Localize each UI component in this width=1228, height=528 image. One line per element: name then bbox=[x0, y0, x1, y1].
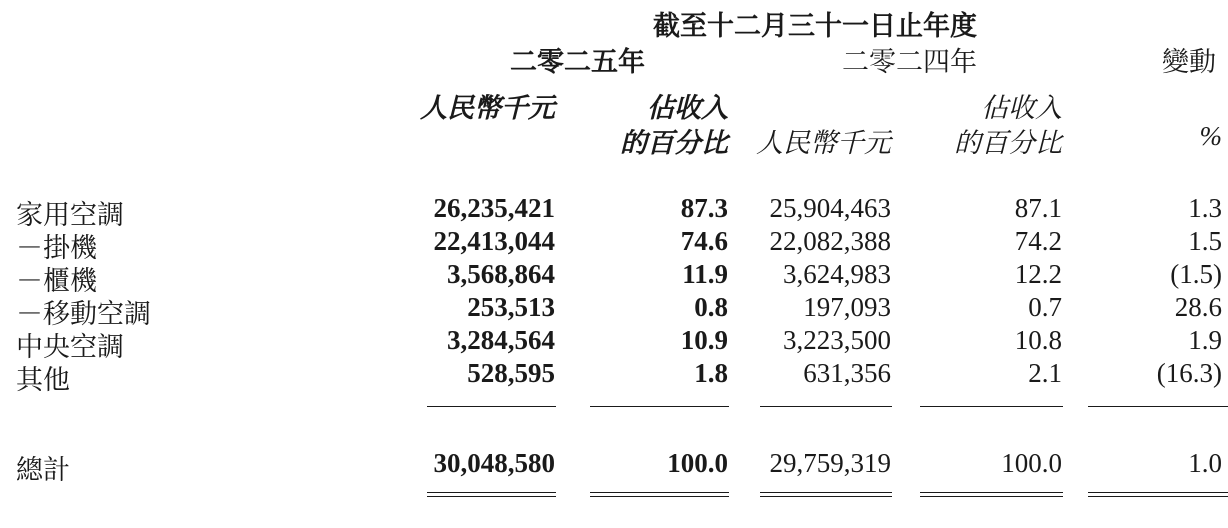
cell-change: 1.5 bbox=[1188, 226, 1222, 256]
row-label-portable-ac: －移動空調 bbox=[16, 299, 151, 329]
cell-pct-2024: 0.7 bbox=[1028, 292, 1062, 322]
row-label-others: 其他 bbox=[16, 365, 70, 395]
cell-rmb-2024: 22,082,388 bbox=[769, 226, 891, 256]
year-2024-heading: 二零二四年 bbox=[842, 47, 977, 77]
cell-pct-2024: 12.2 bbox=[1014, 259, 1062, 289]
cell-pct-2024: 74.2 bbox=[1014, 226, 1062, 256]
total-double-rule bbox=[920, 492, 1063, 497]
cell-pct-2025: 74.6 bbox=[680, 226, 728, 256]
cell-pct-2025: 0.8 bbox=[694, 292, 728, 322]
col-pct-2025-header-line2: 的百分比 bbox=[620, 128, 728, 158]
cell-rmb-2024: 631,356 bbox=[803, 358, 891, 388]
row-label-household-ac: 家用空調 bbox=[16, 200, 124, 230]
cell-pct-2024: 2.1 bbox=[1028, 358, 1062, 388]
row-label-total: 總計 bbox=[16, 455, 70, 485]
cell-total-rmb-2024: 29,759,319 bbox=[769, 448, 891, 478]
cell-rmb-2025: 26,235,421 bbox=[433, 193, 555, 223]
subtotal-rule bbox=[1088, 406, 1228, 407]
cell-rmb-2024: 3,223,500 bbox=[783, 325, 891, 355]
col-pct-2024-header-line1: 佔收入 bbox=[981, 93, 1062, 123]
cell-rmb-2024: 25,904,463 bbox=[769, 193, 891, 223]
cell-pct-2025: 11.9 bbox=[682, 259, 728, 289]
col-rmb-2024-header: 人民幣千元 bbox=[756, 128, 891, 158]
cell-rmb-2025: 3,284,564 bbox=[447, 325, 555, 355]
cell-rmb-2024: 3,624,983 bbox=[783, 259, 891, 289]
row-label-central-ac: 中央空調 bbox=[16, 332, 124, 362]
cell-change: (16.3) bbox=[1156, 358, 1222, 388]
subtotal-rule bbox=[590, 406, 729, 407]
cell-total-pct-2025: 100.0 bbox=[667, 448, 728, 478]
period-heading: 截至十二月三十一日止年度 bbox=[653, 11, 977, 41]
cell-total-change: 1.0 bbox=[1188, 448, 1222, 478]
year-2025-heading: 二零二五年 bbox=[510, 47, 645, 77]
change-heading: 變動 bbox=[1162, 47, 1216, 77]
cell-change: (1.5) bbox=[1170, 259, 1222, 289]
cell-total-rmb-2025: 30,048,580 bbox=[433, 448, 555, 478]
cell-total-pct-2024: 100.0 bbox=[1001, 448, 1062, 478]
cell-pct-2025: 1.8 bbox=[694, 358, 728, 388]
cell-rmb-2024: 197,093 bbox=[803, 292, 891, 322]
cell-pct-2024: 87.1 bbox=[1014, 193, 1062, 223]
cell-rmb-2025: 3,568,864 bbox=[447, 259, 555, 289]
cell-pct-2025: 10.9 bbox=[680, 325, 728, 355]
cell-rmb-2025: 253,513 bbox=[467, 292, 555, 322]
cell-rmb-2025: 22,413,044 bbox=[433, 226, 555, 256]
col-rmb-2025-header: 人民幣千元 bbox=[420, 93, 555, 123]
cell-change: 1.3 bbox=[1188, 193, 1222, 223]
total-double-rule bbox=[1088, 492, 1228, 497]
cell-rmb-2025: 528,595 bbox=[467, 358, 555, 388]
col-pct-2025-header-line1: 佔收入 bbox=[647, 93, 728, 123]
row-label-floor-standing: －櫃機 bbox=[16, 266, 97, 296]
subtotal-rule bbox=[760, 406, 892, 407]
total-double-rule bbox=[760, 492, 892, 497]
total-double-rule bbox=[590, 492, 729, 497]
subtotal-rule bbox=[427, 406, 556, 407]
cell-pct-2024: 10.8 bbox=[1014, 325, 1062, 355]
col-change-unit-header: % bbox=[1199, 121, 1222, 151]
total-double-rule bbox=[427, 492, 556, 497]
row-label-wall-mounted: －掛機 bbox=[16, 233, 97, 263]
subtotal-rule bbox=[920, 406, 1063, 407]
col-pct-2024-header-line2: 的百分比 bbox=[954, 128, 1062, 158]
cell-pct-2025: 87.3 bbox=[680, 193, 728, 223]
cell-change: 1.9 bbox=[1188, 325, 1222, 355]
cell-change: 28.6 bbox=[1174, 292, 1222, 322]
